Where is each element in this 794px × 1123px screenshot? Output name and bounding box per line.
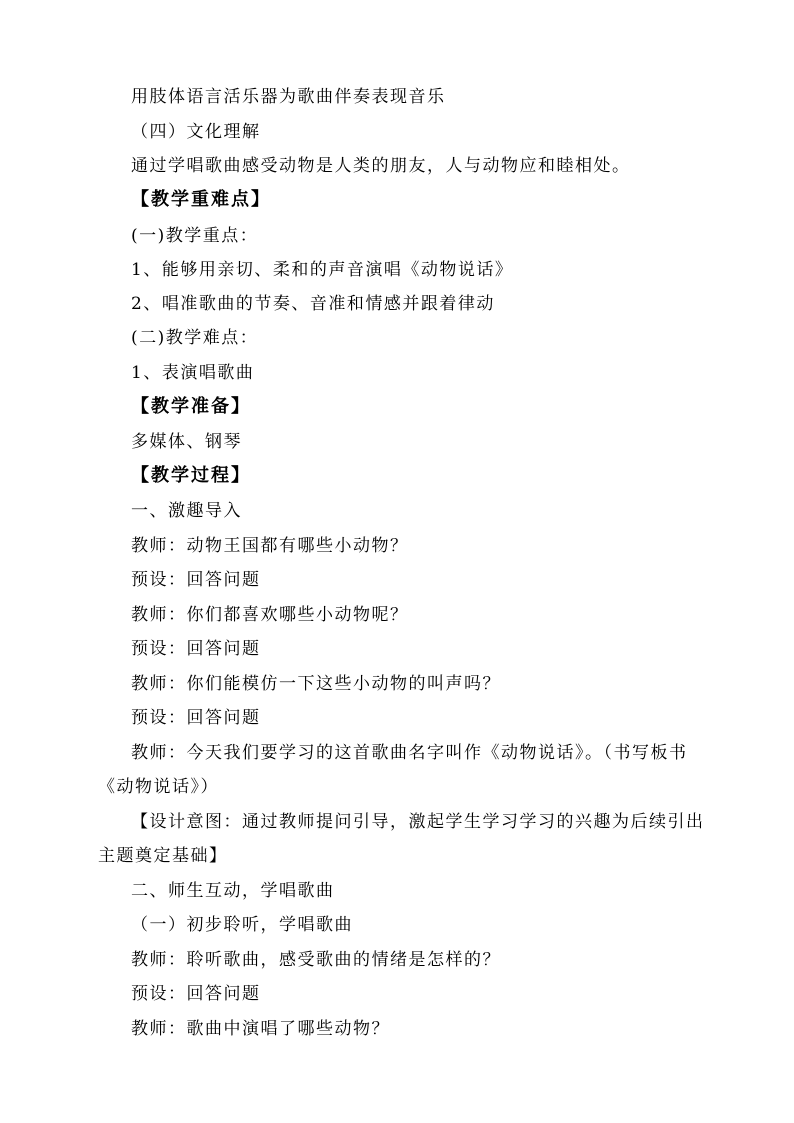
list-item: 2、唱准歌曲的节奏、音准和情感并跟着律动 [131,294,495,314]
section-heading: 【教学重难点】 [131,189,271,210]
dialogue-line: 预设：回答问题 [131,708,261,728]
subsection-heading: （一）初步聆听，学唱歌曲 [131,915,353,935]
dialogue-line: 预设：回答问题 [131,639,261,659]
dialogue-line: 教师：你们都喜欢哪些小动物呢？ [131,605,409,625]
text-line: 通过学唱歌曲感受动物是人类的朋友，人与动物应和睦相处。 [131,156,631,176]
dialogue-line: 预设：回答问题 [131,984,261,1004]
text-line: 用肢体语言活乐器为歌曲伴奏表现音乐 [131,87,446,107]
dialogue-line: 教师：歌曲中演唱了哪些动物？ [131,1019,390,1039]
subsection-heading: (一)教学重点： [131,226,259,246]
section-heading: 【教学准备】 [131,396,251,417]
section-heading: 【教学过程】 [131,465,251,486]
dialogue-line: 教师：聆听歌曲，感受歌曲的情绪是怎样的？ [131,950,501,970]
subsection-heading: (二)教学难点： [131,328,259,348]
dialogue-line: 《动物说话》） [98,777,219,797]
section-heading: （四）文化理解 [131,122,261,142]
design-intent-note: 【设计意图：通过教师提问引导，激起学生学习学习的兴趣为后续引出 [131,812,705,832]
design-intent-note: 主题奠定基础】 [98,846,228,866]
list-item: 1、能够用亲切、柔和的声音演唱《动物说话》 [131,260,514,280]
dialogue-line: 教师：你们能模仿一下这些小动物的叫声吗？ [131,674,501,694]
dialogue-line: 教师：今天我们要学习的这首歌曲名字叫作《动物说话》。（书写板书 [131,743,688,763]
text-line: 多媒体、钢琴 [131,432,242,452]
subsection-heading: 一、激趣导入 [131,501,242,521]
dialogue-line: 预设：回答问题 [131,570,261,590]
dialogue-line: 教师：动物王国都有哪些小动物？ [131,536,409,556]
list-item: 1、表演唱歌曲 [131,363,255,383]
subsection-heading: 二、师生互动，学唱歌曲 [131,881,335,901]
